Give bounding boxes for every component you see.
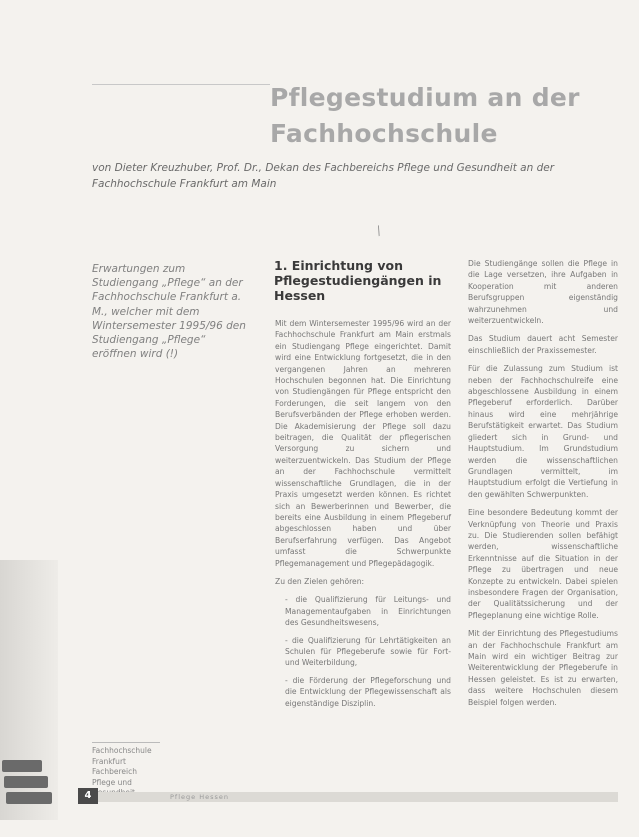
body-column-right: [468, 258, 618, 715]
edge-strip: [2, 760, 42, 772]
list-item: - die Qualifizierung für Leitungs- und Managementaufgaben in Einrichtungen des Gesundheitswesens,: [285, 595, 451, 628]
running-footer: Pflege Hessen: [170, 793, 229, 801]
edge-strip: [4, 776, 48, 788]
page-number: 4: [78, 788, 98, 804]
page-edge-shadow: [0, 560, 58, 820]
pull-quote: Erwartungen zum Studiengang „Pflege“ an der Fachhochschule Frankfurt a. M., welcher mit dem Wintersemester 1995/96 den Studiengang „Pflege“ eröffnen wird (!): [92, 263, 246, 361]
article-title-line-2: Fachhochschule: [270, 119, 498, 148]
sidenote-line: Fachbereich: [92, 767, 137, 777]
section-heading: 1. Einrichtung von Pflegestudiengängen in Hessen: [274, 258, 442, 303]
body-paragraph: Mit dem Wintersemester 1995/96 wird an der Fachhochschule Frankfurt am Main erstmals ein Studiengang Pflege eingerichtet. Damit wird eine Entwicklung fortgesetzt, die in den vergangenen Jahren an mehreren Hochschulen begonnen hat. Die Einrichtung von Studiengängen für Pflege entspricht den Forderungen, die seit langem von den Berufsverbänden der Pflege erhoben werden. Die Akademisierung der Pflege soll dazu beitragen, die Qualität der pflegerischen Versorgung zu sichern und weiterzuentwickeln. Das Studium der Pflege an der Fachhochschule vermittelt wissenschaftliche Grundlagen, die in der Praxis umgesetzt werden können. Es richtet sich an Bewerberinnen und Bewerber, die bereits eine Ausbildung in einem Pflegeberuf abgeschlossen haben und über Berufserfahrung verfügen. Das Angebot umfasst die Schwerpunkte Pflegemanagement und Pflegepädagogik.: [275, 319, 451, 568]
sidenote-line: Pflege und: [92, 777, 132, 787]
sidenote-rule: [92, 742, 160, 743]
body-paragraph: Eine besondere Bedeutung kommt der Verknüpfung von Theorie und Praxis zu. Die Studierenden sollen befähigt werden, wissenschaftliche Erkenntnisse auf die Situation in der Pflege zu übertragen und neue Konzepte zu entwickeln. Dabei spielen insbesondere Fragen der Organisation, der Qualitätssicherung und der Pflegeplanung eine wichtige Rolle.: [468, 508, 618, 620]
body-column-middle: [275, 318, 451, 715]
title-rule: [92, 84, 270, 85]
sidenote-line: Fachhochschule: [92, 746, 152, 755]
list-item: - die Qualifizierung für Lehrtätigkeiten an Schulen für Pflegeberufe sowie für Fort- und Weiterbildung,: [285, 635, 451, 668]
body-paragraph: Für die Zulassung zum Studium ist neben der Fachhochschulreife eine abgeschlossene Ausbildung in einem Pflegeberuf erforderlich. Darüber hinaus wird eine mehrjährige Berufstätigkeit erwartet. Das Studium gliedert sich in Grund- und Hauptstudium. Im Grundstudium werden die wissenschaftlichen Grundlagen vermittelt, im Hauptstudium erfolgt die Vertiefung in den gewählten Schwerpunkten.: [468, 364, 618, 499]
body-paragraph: Zu den Zielen gehören:: [275, 576, 365, 586]
author-byline: von Dieter Kreuzhuber, Prof. Dr., Dekan des Fachbereichs Pflege und Gesundheit an der Fachhochschule Frankfurt am Main: [92, 162, 555, 190]
body-paragraph: Die Studiengänge sollen die Pflege in die Lage versetzen, ihre Aufgaben in Kooperation mit anderen Berufsgruppen eigenständig wahrzunehmen und weiterzuentwickeln.: [468, 259, 618, 326]
edge-strip: [6, 792, 52, 804]
decorative-mark-icon: ⁄: [374, 224, 384, 238]
body-paragraph: Mit der Einrichtung des Pflegestudiums an der Fachhochschule Frankfurt am Main wird ein wichtiger Beitrag zur Weiterentwicklung der Pflegeberufe in Hessen geleistet. Es ist zu erwarten, dass weitere Hochschulen diesem Beispiel folgen werden.: [468, 629, 618, 707]
body-paragraph: Das Studium dauert acht Semester einschließlich der Praxissemester.: [468, 334, 618, 355]
sidenote: [92, 742, 160, 799]
list-item: - die Förderung der Pflegeforschung und die Entwicklung der Pflegewissenschaft als eigenständige Disziplin.: [285, 675, 451, 708]
footer-bar: [78, 792, 618, 802]
sidenote-line: Frankfurt: [92, 756, 126, 766]
article-title-line-1: Pflegestudium an der: [270, 83, 580, 112]
